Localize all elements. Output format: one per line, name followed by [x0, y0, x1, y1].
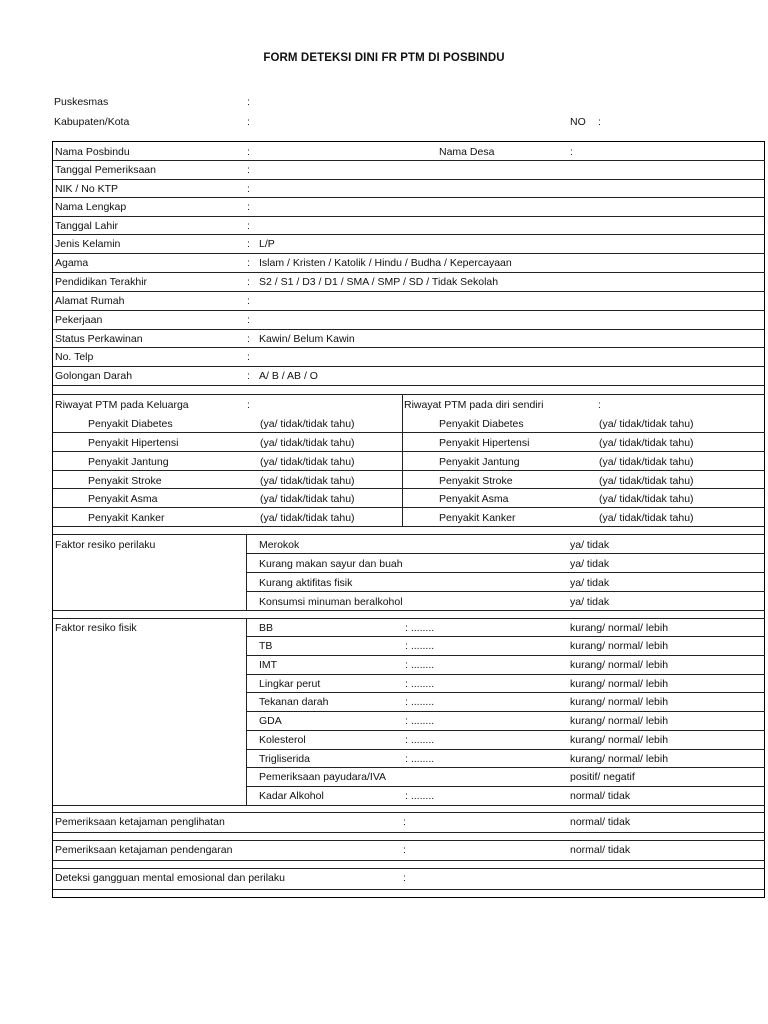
- fisik-item-option: kurang/ normal/ lebih: [570, 734, 669, 746]
- fisik-item-value: : ........: [405, 640, 435, 652]
- perilaku-item-option: ya/ tidak: [570, 577, 610, 589]
- check-label: Deteksi gangguan mental emosional dan perilaku: [55, 872, 285, 884]
- fisik-item-value: : ........: [405, 659, 435, 671]
- family-disease-label: Penyakit Jantung: [88, 456, 169, 468]
- fisik-item-value: : ........: [405, 715, 435, 727]
- self-disease-label: Penyakit Stroke: [439, 475, 513, 487]
- row-divider: [246, 572, 765, 573]
- row-divider: [53, 385, 765, 386]
- self-disease-label: Penyakit Jantung: [439, 456, 520, 468]
- identity-field-value: L/P: [259, 238, 275, 250]
- perilaku-item-label: Kurang aktifitas fisik: [259, 577, 353, 589]
- family-disease-option: (ya/ tidak/tidak tahu): [260, 475, 355, 487]
- row-divider: [53, 366, 765, 367]
- row-divider: [53, 310, 765, 311]
- fisik-item-value: : ........: [405, 622, 435, 634]
- fisik-item-option: normal/ tidak: [570, 790, 631, 802]
- row-divider: [246, 767, 765, 768]
- self-disease-label: Penyakit Hipertensi: [439, 437, 530, 449]
- identity-field-value: A/ B / AB / O: [259, 370, 318, 382]
- row-divider: [53, 507, 765, 508]
- identity-field-colon: :: [247, 351, 250, 363]
- row-divider: [53, 394, 765, 395]
- identity-field-colon: :: [247, 164, 250, 176]
- identity-field-label: Tanggal Lahir: [55, 220, 119, 232]
- row-divider: [53, 432, 765, 433]
- self-disease-option: (ya/ tidak/tidak tahu): [599, 475, 694, 487]
- family-disease-label: Penyakit Kanker: [88, 512, 165, 524]
- nama-posbindu-label: Nama Posbindu: [55, 146, 130, 158]
- identity-field-label: Status Perkawinan: [55, 333, 143, 345]
- row-divider: [53, 840, 765, 841]
- perilaku-item-label: Merokok: [259, 539, 300, 551]
- fisik-item-label: Pemeriksaan payudara/IVA: [259, 771, 387, 783]
- row-divider: [246, 692, 765, 693]
- self-disease-label: Penyakit Diabetes: [439, 418, 524, 430]
- check-label: Pemeriksaan ketajaman penglihatan: [55, 816, 225, 828]
- row-divider: [53, 488, 765, 489]
- family-disease-option: (ya/ tidak/tidak tahu): [260, 418, 355, 430]
- row-divider: [53, 160, 765, 161]
- riwayat-keluarga-title: Riwayat PTM pada Keluarga: [55, 399, 189, 411]
- family-disease-option: (ya/ tidak/tidak tahu): [260, 437, 355, 449]
- self-disease-label: Penyakit Asma: [439, 493, 509, 505]
- identity-field-colon: :: [247, 314, 250, 326]
- perilaku-item-label: Konsumsi minuman beralkohol: [259, 596, 403, 608]
- self-disease-label: Penyakit Kanker: [439, 512, 516, 524]
- fisik-item-label: IMT: [259, 659, 278, 671]
- check-colon: :: [403, 872, 406, 884]
- self-disease-option: (ya/ tidak/tidak tahu): [599, 493, 694, 505]
- no-colon: :: [598, 116, 601, 128]
- riwayat-keluarga-colon: :: [247, 399, 250, 411]
- row-divider: [53, 618, 765, 619]
- identity-field-value: Islam / Kristen / Katolik / Hindu / Budha / Kepercayaan: [259, 257, 512, 269]
- row-divider: [246, 674, 765, 675]
- row-divider: [53, 812, 765, 813]
- row-divider: [246, 553, 765, 554]
- fisik-item-value: : ........: [405, 753, 435, 765]
- identity-field-label: Alamat Rumah: [55, 295, 125, 307]
- identity-field-label: Pekerjaan: [55, 314, 103, 326]
- row-divider: [246, 591, 765, 592]
- fisik-item-option: kurang/ normal/ lebih: [570, 622, 669, 634]
- check-option: normal/ tidak: [570, 844, 631, 856]
- identity-field-label: Pendidikan Terakhir: [55, 276, 148, 288]
- row-divider: [53, 610, 765, 611]
- row-divider: [53, 470, 765, 471]
- identity-field-colon: :: [247, 333, 250, 345]
- fisik-item-option: kurang/ normal/ lebih: [570, 678, 669, 690]
- family-disease-label: Penyakit Hipertensi: [88, 437, 179, 449]
- check-label: Pemeriksaan ketajaman pendengaran: [55, 844, 233, 856]
- fisik-item-label: Tekanan darah: [259, 696, 329, 708]
- perilaku-item-option: ya/ tidak: [570, 539, 610, 551]
- perilaku-item-label: Kurang makan sayur dan buah: [259, 558, 403, 570]
- row-divider: [246, 730, 765, 731]
- family-disease-label: Penyakit Asma: [88, 493, 158, 505]
- fisik-item-option: kurang/ normal/ lebih: [570, 753, 669, 765]
- identity-field-label: No. Telp: [55, 351, 94, 363]
- row-divider: [53, 234, 765, 235]
- fisik-item-option: positif/ negatif: [570, 771, 635, 783]
- identity-field-colon: :: [247, 257, 250, 269]
- identity-field-colon: :: [247, 238, 250, 250]
- fisik-item-option: kurang/ normal/ lebih: [570, 659, 669, 671]
- row-divider: [53, 179, 765, 180]
- family-disease-option: (ya/ tidak/tidak tahu): [260, 493, 355, 505]
- row-divider: [53, 526, 765, 527]
- row-divider: [53, 291, 765, 292]
- identity-field-value: S2 / S1 / D3 / D1 / SMA / SMP / SD / Tidak Sekolah: [259, 276, 499, 288]
- identity-field-label: Golongan Darah: [55, 370, 133, 382]
- family-disease-option: (ya/ tidak/tidak tahu): [260, 456, 355, 468]
- fisik-item-label: TB: [259, 640, 273, 652]
- identity-field-label: NIK / No KTP: [55, 183, 119, 195]
- identity-field-colon: :: [247, 370, 250, 382]
- identity-field-label: Tanggal Pemeriksaan: [55, 164, 156, 176]
- fisik-item-label: Kolesterol: [259, 734, 306, 746]
- row-divider: [53, 216, 765, 217]
- check-colon: :: [403, 816, 406, 828]
- identity-field-colon: :: [247, 220, 250, 232]
- row-divider: [53, 272, 765, 273]
- fisik-item-value: : ........: [405, 790, 435, 802]
- identity-field-label: Nama Lengkap: [55, 201, 127, 213]
- self-disease-option: (ya/ tidak/tidak tahu): [599, 456, 694, 468]
- riwayat-sendiri-colon: :: [598, 399, 601, 411]
- fisik-item-value: : ........: [405, 734, 435, 746]
- family-disease-label: Penyakit Diabetes: [88, 418, 173, 430]
- fisik-title: Faktor resiko fisik: [55, 622, 137, 634]
- family-disease-option: (ya/ tidak/tidak tahu): [260, 512, 355, 524]
- identity-field-colon: :: [247, 276, 250, 288]
- fisik-item-label: Trigliserida: [259, 753, 310, 765]
- riwayat-sendiri-title: Riwayat PTM pada diri sendiri: [404, 399, 544, 411]
- fisik-item-label: Kadar Alkohol: [259, 790, 324, 802]
- fisik-item-value: : ........: [405, 696, 435, 708]
- column-divider: [402, 394, 403, 526]
- puskesmas-colon: :: [247, 96, 250, 108]
- row-divider: [53, 253, 765, 254]
- fisik-item-option: kurang/ normal/ lebih: [570, 640, 669, 652]
- row-divider: [53, 860, 765, 861]
- fisik-item-label: GDA: [259, 715, 282, 727]
- fisik-item-option: kurang/ normal/ lebih: [570, 715, 669, 727]
- nama-desa-colon: :: [570, 146, 573, 158]
- row-divider: [53, 889, 765, 890]
- row-divider: [53, 832, 765, 833]
- check-option: normal/ tidak: [570, 816, 631, 828]
- row-divider: [53, 534, 765, 535]
- fisik-item-label: BB: [259, 622, 274, 634]
- check-colon: :: [403, 844, 406, 856]
- row-divider: [53, 451, 765, 452]
- family-disease-label: Penyakit Stroke: [88, 475, 162, 487]
- row-divider: [53, 347, 765, 348]
- row-divider: [246, 786, 765, 787]
- row-divider: [53, 868, 765, 869]
- identity-field-label: Agama: [55, 257, 89, 269]
- identity-field-colon: :: [247, 201, 250, 213]
- row-divider: [246, 711, 765, 712]
- nama-desa-label: Nama Desa: [439, 146, 495, 158]
- identity-field-colon: :: [247, 183, 250, 195]
- no-label: NO: [570, 116, 586, 128]
- row-divider: [53, 805, 765, 806]
- self-disease-option: (ya/ tidak/tidak tahu): [599, 418, 694, 430]
- kabupaten-colon: :: [247, 116, 250, 128]
- row-divider: [246, 636, 765, 637]
- row-divider: [53, 329, 765, 330]
- nama-posbindu-colon: :: [247, 146, 250, 158]
- identity-field-label: Jenis Kelamin: [55, 238, 121, 250]
- puskesmas-label: Puskesmas: [54, 96, 109, 108]
- kabupaten-label: Kabupaten/Kota: [54, 116, 130, 128]
- identity-field-colon: :: [247, 295, 250, 307]
- row-divider: [53, 197, 765, 198]
- perilaku-item-option: ya/ tidak: [570, 558, 610, 570]
- fisik-item-option: kurang/ normal/ lebih: [570, 696, 669, 708]
- fisik-item-value: : ........: [405, 678, 435, 690]
- perilaku-item-option: ya/ tidak: [570, 596, 610, 608]
- self-disease-option: (ya/ tidak/tidak tahu): [599, 437, 694, 449]
- perilaku-title: Faktor resiko perilaku: [55, 539, 156, 551]
- fisik-item-label: Lingkar perut: [259, 678, 321, 690]
- form-title: FORM DETEKSI DINI FR PTM DI POSBINDU: [263, 52, 505, 64]
- row-divider: [246, 749, 765, 750]
- identity-field-value: Kawin/ Belum Kawin: [259, 333, 355, 345]
- self-disease-option: (ya/ tidak/tidak tahu): [599, 512, 694, 524]
- row-divider: [246, 655, 765, 656]
